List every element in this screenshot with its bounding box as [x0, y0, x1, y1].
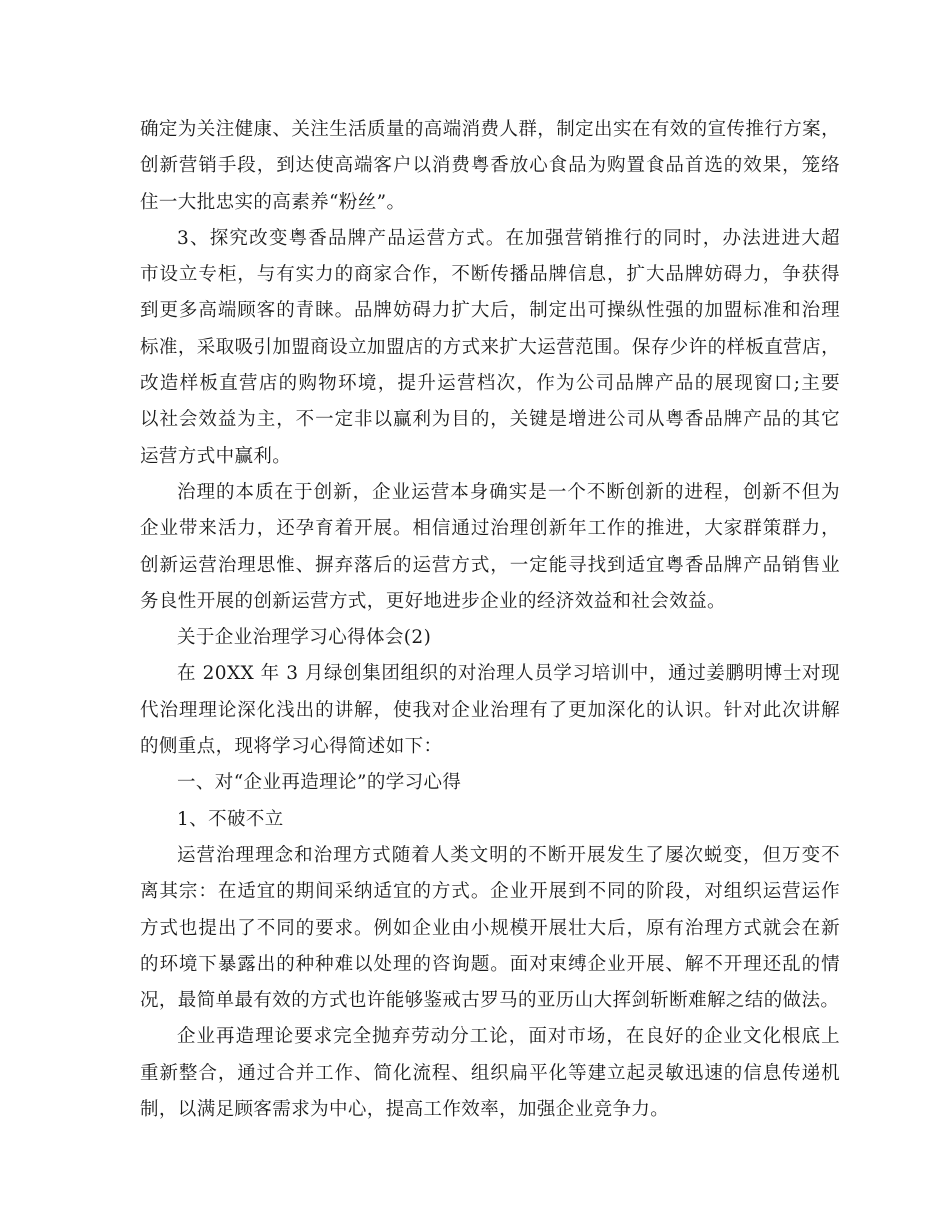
text-line: 在 20XX 年 3 月绿创集团组织的对治理人员学习培训中，通过姜鹏明博士对现 [177, 663, 840, 685]
paragraph [140, 1019, 840, 1128]
paragraph [140, 802, 840, 838]
text-line: 到更多高端顾客的青睐。品牌妨碍力扩大后，制定出可操纵性强的加盟标准和治理 [140, 300, 840, 322]
paragraph [140, 221, 840, 475]
text-line: 关于企业治理学习心得体会(2) [177, 627, 432, 649]
paragraph [140, 656, 840, 765]
text-line: 1、不破不立 [177, 808, 284, 830]
text-line: 创新营销手段，到达使高端客户以消费粤香放心食品为购置食品首选的效果，笼络 [140, 155, 840, 177]
text-line: 代治理理论深化浅出的讲解，使我对企业治理有了更加深化的认识。针对此次讲解 [140, 699, 840, 721]
text-line: 确定为关注健康、关注生活质量的高端消费人群，制定出实在有效的宣传推行方案， [140, 119, 840, 140]
text-line: 的环境下暴露出的种种难以处理的咨询题。面对束缚企业开展、解不开理还乱的情 [140, 953, 840, 975]
text-line: 方式也提出了不同的要求。例如企业由小规模开展壮大后，原有治理方式就会在新 [140, 917, 840, 939]
text-line: 重新整合，通过合并工作、简化流程、组织扁平化等建立起灵敏迅速的信息传递机 [140, 1062, 840, 1084]
text-line: 一、对“企业再造理论”的学习心得 [177, 772, 462, 794]
text-line: 的侧重点，现将学习心得简述如下： [140, 736, 443, 758]
document-body [140, 112, 840, 1128]
text-line: 企业带来活力，还孕育着开展。相信通过治理创新年工作的推进，大家群策群力， [140, 518, 840, 540]
text-line: 离其宗：在适宜的期间采纳适宜的方式。企业开展到不同的阶段，对组织运营运作 [140, 881, 840, 903]
paragraph [140, 620, 840, 656]
text-line: 制，以满足顾客需求为中心，提高工作效率，加强企业竞争力。 [140, 1099, 670, 1121]
text-line: 住一大批忠实的高素养“粉丝”。 [140, 191, 406, 213]
text-line: 以社会效益为主，不一定非以赢利为目的，关键是增进公司从粤香品牌产品的其它 [140, 409, 840, 431]
paragraph [140, 112, 840, 221]
text-line: 务良性开展的创新运营方式，更好地进步企业的经济效益和社会效益。 [140, 590, 726, 612]
text-line: 创新运营治理思惟、摒弃落后的运营方式，一定能寻找到适宜粤香品牌产品销售业 [140, 554, 840, 576]
text-line: 市设立专柜，与有实力的商家合作，不断传播品牌信息，扩大品牌妨碍力，争获得 [140, 264, 840, 286]
text-line: 运营方式中赢利。 [140, 445, 292, 467]
text-line: 3、探究改变粤香品牌产品运营方式。在加强营销推行的同时，办法进进大超 [177, 227, 840, 249]
text-line: 治理的本质在于创新，企业运营本身确实是一个不断创新的进程，创新不但为 [177, 481, 840, 503]
paragraph [140, 475, 840, 620]
text-line: 改造样板直营店的购物环境，提升运营档次，作为公司品牌产品的展现窗口;主要 [140, 373, 840, 395]
text-line: 运营治理理念和治理方式随着人类文明的不断开展发生了屡次蜕变，但万变不 [177, 844, 840, 866]
text-line: 企业再造理论要求完全抛弃劳动分工论，面对市场，在良好的企业文化根底上 [177, 1026, 840, 1048]
paragraph [140, 838, 840, 1019]
text-line: 标准，采取吸引加盟商设立加盟店的方式来扩大运营范围。保存少许的样板直营店， [140, 336, 840, 358]
paragraph [140, 765, 840, 801]
text-line: 况，最简单最有效的方式也许能够鉴戒古罗马的亚历山大挥剑斩断难解之结的做法。 [140, 990, 840, 1012]
